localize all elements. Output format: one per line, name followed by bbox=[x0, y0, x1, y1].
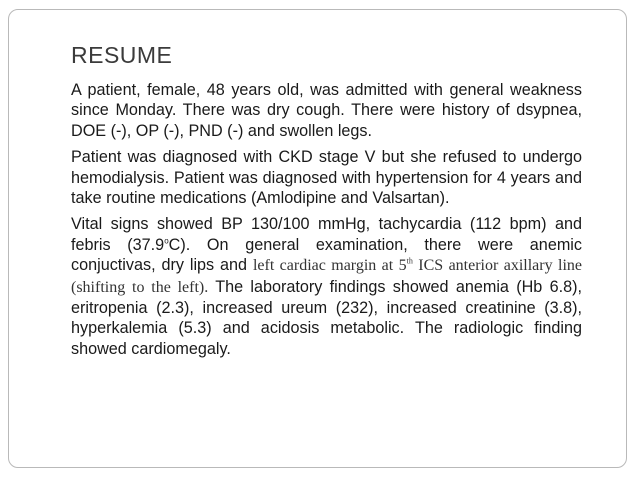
slide-body bbox=[71, 80, 582, 365]
paragraph-history bbox=[71, 147, 582, 208]
paragraph-text: Patient was diagnosed with CKD stage V but she refused to undergo hemodialysis. Patient was diagnosed with hypertension for 4 years and take routine medications (Amlodipine and Valsartan). bbox=[71, 148, 582, 208]
cardiac-margin-text-cont: ICS anterior axillary line (shifting to the left). bbox=[71, 257, 582, 296]
degree-superscript: o bbox=[164, 236, 169, 246]
paragraph-findings bbox=[71, 214, 582, 359]
vital-signs-text: Vital signs showed BP 130/100 mmHg, tachycardia (112 bpm) and febris (37.9 bbox=[71, 215, 582, 254]
ordinal-superscript: th bbox=[406, 256, 413, 266]
examination-text: C). On general examination, there were anemic conjuctivas, dry lips and bbox=[71, 235, 582, 275]
paragraph-text: A patient, female, 48 years old, was admitted with general weakness since Monday. There was dry cough. There were history of dsypnea, DOE (-), OP (-), PND (-) and swollen legs. bbox=[71, 81, 582, 140]
lab-findings-text: The laboratory findings showed anemia (Hb 6.8), eritropenia (2.3), increased ureum (232), increased creatinine (3.8), hyperkalemia (5.3) and acidosis metabolic. The radiologic finding showed cardiomegaly. bbox=[71, 277, 582, 358]
slide-frame bbox=[8, 9, 627, 468]
paragraph-presentation bbox=[71, 80, 582, 141]
slide-title: RESUME bbox=[71, 42, 173, 68]
cardiac-margin-text: left cardiac margin at 5 bbox=[252, 257, 407, 275]
